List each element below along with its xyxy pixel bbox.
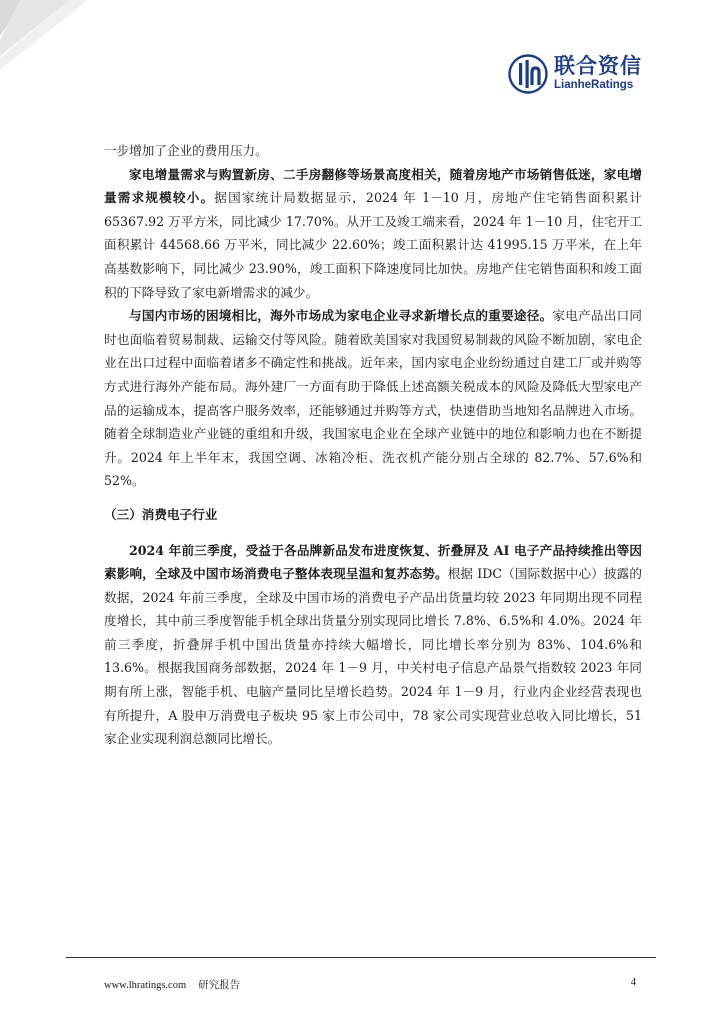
paragraph-lead-sentence: 2024 年前三季度，受益于各品牌新品发布进度恢复、折叠屏及 AI 电子产品持续推出等因素影响，全球及中国市场消费电子整体表现呈温和复苏态势。 (104, 542, 642, 582)
paragraph-text: 据国家统计局数据显示，2024 年 1－10 月，房地产住宅销售面积累计 65367.92 万平方米，同比减少 17.70%。从开工及竣工端来看，2024 年 1－10 月，住宅开工面积累计 44568.66 万平米，同比减少 22.60%；竣工面积累计达 41995.15 万平米，在上年高基数影响下，同比减少 23.90%，竣工面积下降速度同比加快。房地产住宅销售面积和竣工面积的下降导致了家电新增需求的减少。 (104, 190, 643, 300)
footer-divider (66, 957, 656, 958)
company-logo (508, 52, 642, 96)
lianhe-logo-icon (508, 54, 548, 94)
corner-decoration (0, 0, 130, 80)
paragraph-continuation: 一步增加了企业的费用压力。 (104, 143, 268, 158)
footer-website-link[interactable]: www.lhratings.com (104, 980, 187, 991)
logo-text-en: LianheRatings (554, 79, 634, 92)
paragraph-housing-demand (104, 163, 642, 305)
footer-doc-type: 研究报告 (198, 980, 241, 991)
logo-text-cn: 联合资信 (554, 54, 642, 79)
paragraph-consumer-electronics (104, 539, 642, 751)
paragraph-overseas-market (104, 304, 642, 493)
paragraph-text: 家电产品出口同时也面临着贸易制裁、运输交付等风险。随着欧美国家对我国贸易制裁的风险不断加剧，家电企业在出口过程中面临着诸多不确定性和挑战。近年来，国内家电企业纷纷通过自建工厂或并购等方式进行海外产能布局。海外建厂一方面有助于降低上述高额关税成本的风险及降低大型家电产品的运输成本，提高客户服务效率，还能够通过并购等方式，快速借助当地知名品牌进入市场。随着全球制造业产业链的重组和升级，我国家电企业在全球产业链中的地位和影响力也在不断提升。2024 年上半年末，我国空调、冰箱冷柜、洗衣机产能分别占全球的 82.7%、57.6%和 52%。 (104, 308, 643, 489)
paragraph-lead-sentence: 家电增量需求与购置新房、二手房翻修等场景高度相关，随着房地产市场销售低迷，家电增量需求规模较小。 (104, 166, 642, 206)
paragraph-text: 根据 IDC（国际数据中心）披露的数据，2024 年前三季度，全球及中国市场的消费电子产品出货量均较 2023 年同期出现不同程度增长，其中前三季度智能手机全球出货量分别实现同比增长 7.8%、6.5%和 4.0%。2024 年前三季度，折叠屏手机中国出货量亦持续大幅增长，同比增长率分别为 83%、104.6%和 13.6%。根据我国商务部数据，2024 年 1－9 月，中关村电子信息产品景气指数较 2023 年同期有所上涨，智能手机、电脑产量同比呈增长趋势。2024 年 1－9 月，行业内企业经营表现也有所提升，A 股申万消费电子板块 95 家上市公司中，78 家公司实现营业总收入同比增长，51 家企业实现利润总额同比增长。 (104, 566, 643, 747)
document-body (104, 139, 642, 751)
section-heading: （三）消费电子行业 (104, 506, 218, 522)
page-number: 4 (630, 977, 636, 988)
paragraph-lead-sentence: 与国内市场的困境相比，海外市场成为家电企业寻求新增长点的重要途径。 (129, 308, 553, 324)
footer-info (104, 977, 240, 992)
